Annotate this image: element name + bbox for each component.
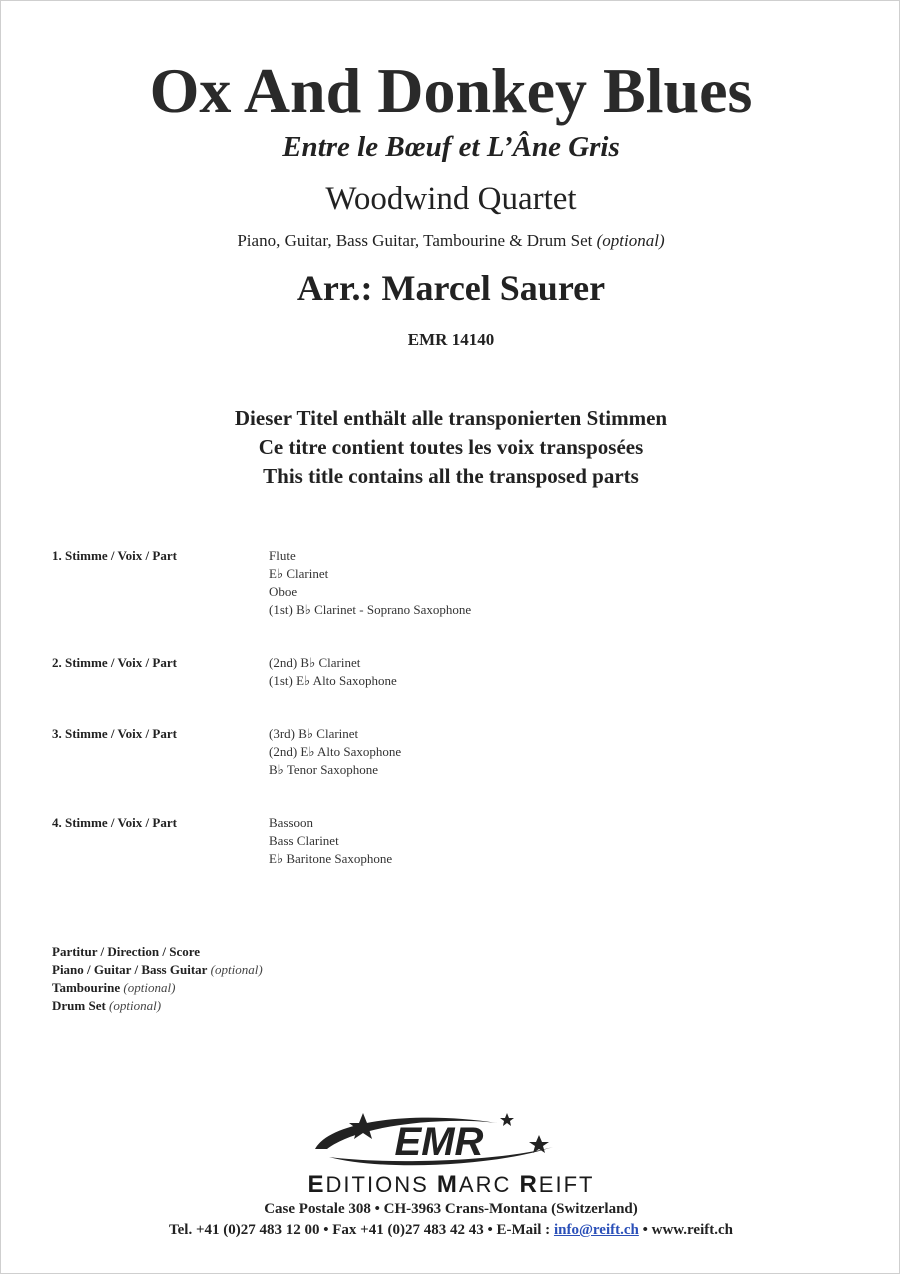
notice-english: This title contains all the transposed parts xyxy=(263,464,639,488)
instrument-item: B♭ Tenor Saxophone xyxy=(269,762,378,777)
extra-tambourine xyxy=(52,979,263,997)
part-label: 1. Stimme / Voix / Part xyxy=(52,548,177,563)
instrument-item: E♭ Clarinet xyxy=(269,566,329,581)
extra-score-label: Partitur / Direction / Score xyxy=(52,944,201,959)
contact-web: • www.reift.ch xyxy=(638,1222,733,1238)
part-label: 4. Stimme / Voix / Part xyxy=(52,815,177,830)
extra-score xyxy=(52,943,263,961)
instrument-item: (3rd) B♭ Clarinet xyxy=(269,726,359,741)
brand-r: R xyxy=(519,1171,539,1198)
emr-logo-icon xyxy=(301,1105,571,1173)
part-group-3 xyxy=(52,725,852,779)
french-subtitle: Entre le Bœuf et L’Âne Gris xyxy=(282,131,620,163)
brand-e: E xyxy=(307,1171,326,1198)
part-instruments xyxy=(269,654,852,690)
catalog-number: EMR 14140 xyxy=(407,330,495,349)
instrument-item: Bass Clarinet xyxy=(269,833,339,848)
instrument-item: (1st) B♭ Clarinet - Soprano Saxophone xyxy=(269,602,472,617)
publisher-address: Case Postale 308 • CH-3963 Crans-Montana (Switzerland) xyxy=(264,1201,638,1217)
publisher-name xyxy=(1,1171,900,1199)
instrument-item: (1st) E♭ Alto Saxophone xyxy=(269,673,397,688)
part-instruments xyxy=(269,725,852,779)
notice-german: Dieser Titel enthält alle transponierten Stimmen xyxy=(234,406,668,430)
accompaniment-instruments: Piano, Guitar, Bass Guitar, Tambourine & Drum Set xyxy=(237,231,593,250)
parts-list xyxy=(52,547,852,868)
extra-drums-label: Drum Set xyxy=(52,998,106,1013)
part-group-1 xyxy=(52,547,852,619)
accompaniment-optional: (optional) xyxy=(596,231,665,250)
instrument-item: Bassoon xyxy=(269,815,314,830)
email-link[interactable]: info@reift.ch xyxy=(553,1222,639,1238)
extra-rhythm xyxy=(52,961,263,979)
part-label: 3. Stimme / Voix / Part xyxy=(52,726,177,741)
extra-drums-optional: (optional) xyxy=(109,998,162,1013)
part-group-2 xyxy=(52,654,852,690)
part-label: 2. Stimme / Voix / Part xyxy=(52,655,177,670)
notice-french: Ce titre contient toutes les voix transposées xyxy=(258,435,644,459)
publisher-contact xyxy=(1,1219,900,1241)
extra-rhythm-optional: (optional) xyxy=(210,962,263,977)
ensemble-label: Woodwind Quartet xyxy=(325,181,577,217)
accompaniment-line xyxy=(1,228,900,254)
brand-ditions: DITIONS xyxy=(325,1172,437,1197)
extra-tambourine-optional: (optional) xyxy=(123,980,176,995)
brand-eift: EIFT xyxy=(538,1172,595,1197)
transposition-notice xyxy=(1,404,900,491)
instrument-item: Flute xyxy=(269,548,296,563)
instrument-item: Oboe xyxy=(269,584,298,599)
emr-logo xyxy=(301,1105,571,1173)
extra-rhythm-label: Piano / Guitar / Bass Guitar xyxy=(52,962,208,977)
brand-arc: ARC xyxy=(458,1172,520,1197)
part-instruments xyxy=(269,814,852,868)
brand-m: M xyxy=(436,1171,459,1198)
instrument-item: (2nd) B♭ Clarinet xyxy=(269,655,361,670)
extra-drums xyxy=(52,997,263,1015)
extra-tambourine-label: Tambourine xyxy=(52,980,121,995)
arranger-credit: Arr.: Marcel Saurer xyxy=(296,268,606,308)
logo-text: EMR xyxy=(394,1120,484,1164)
instrument-item: E♭ Baritone Saxophone xyxy=(269,851,393,866)
part-group-4 xyxy=(52,814,852,868)
instrument-item: (2nd) E♭ Alto Saxophone xyxy=(269,744,402,759)
page-title: Ox And Donkey Blues xyxy=(149,55,753,126)
contact-phone-fax: Tel. +41 (0)27 483 12 00 • Fax +41 (0)27 483 42 43 • E-Mail : xyxy=(169,1222,554,1238)
part-instruments xyxy=(269,547,852,619)
additional-parts xyxy=(52,943,263,1015)
